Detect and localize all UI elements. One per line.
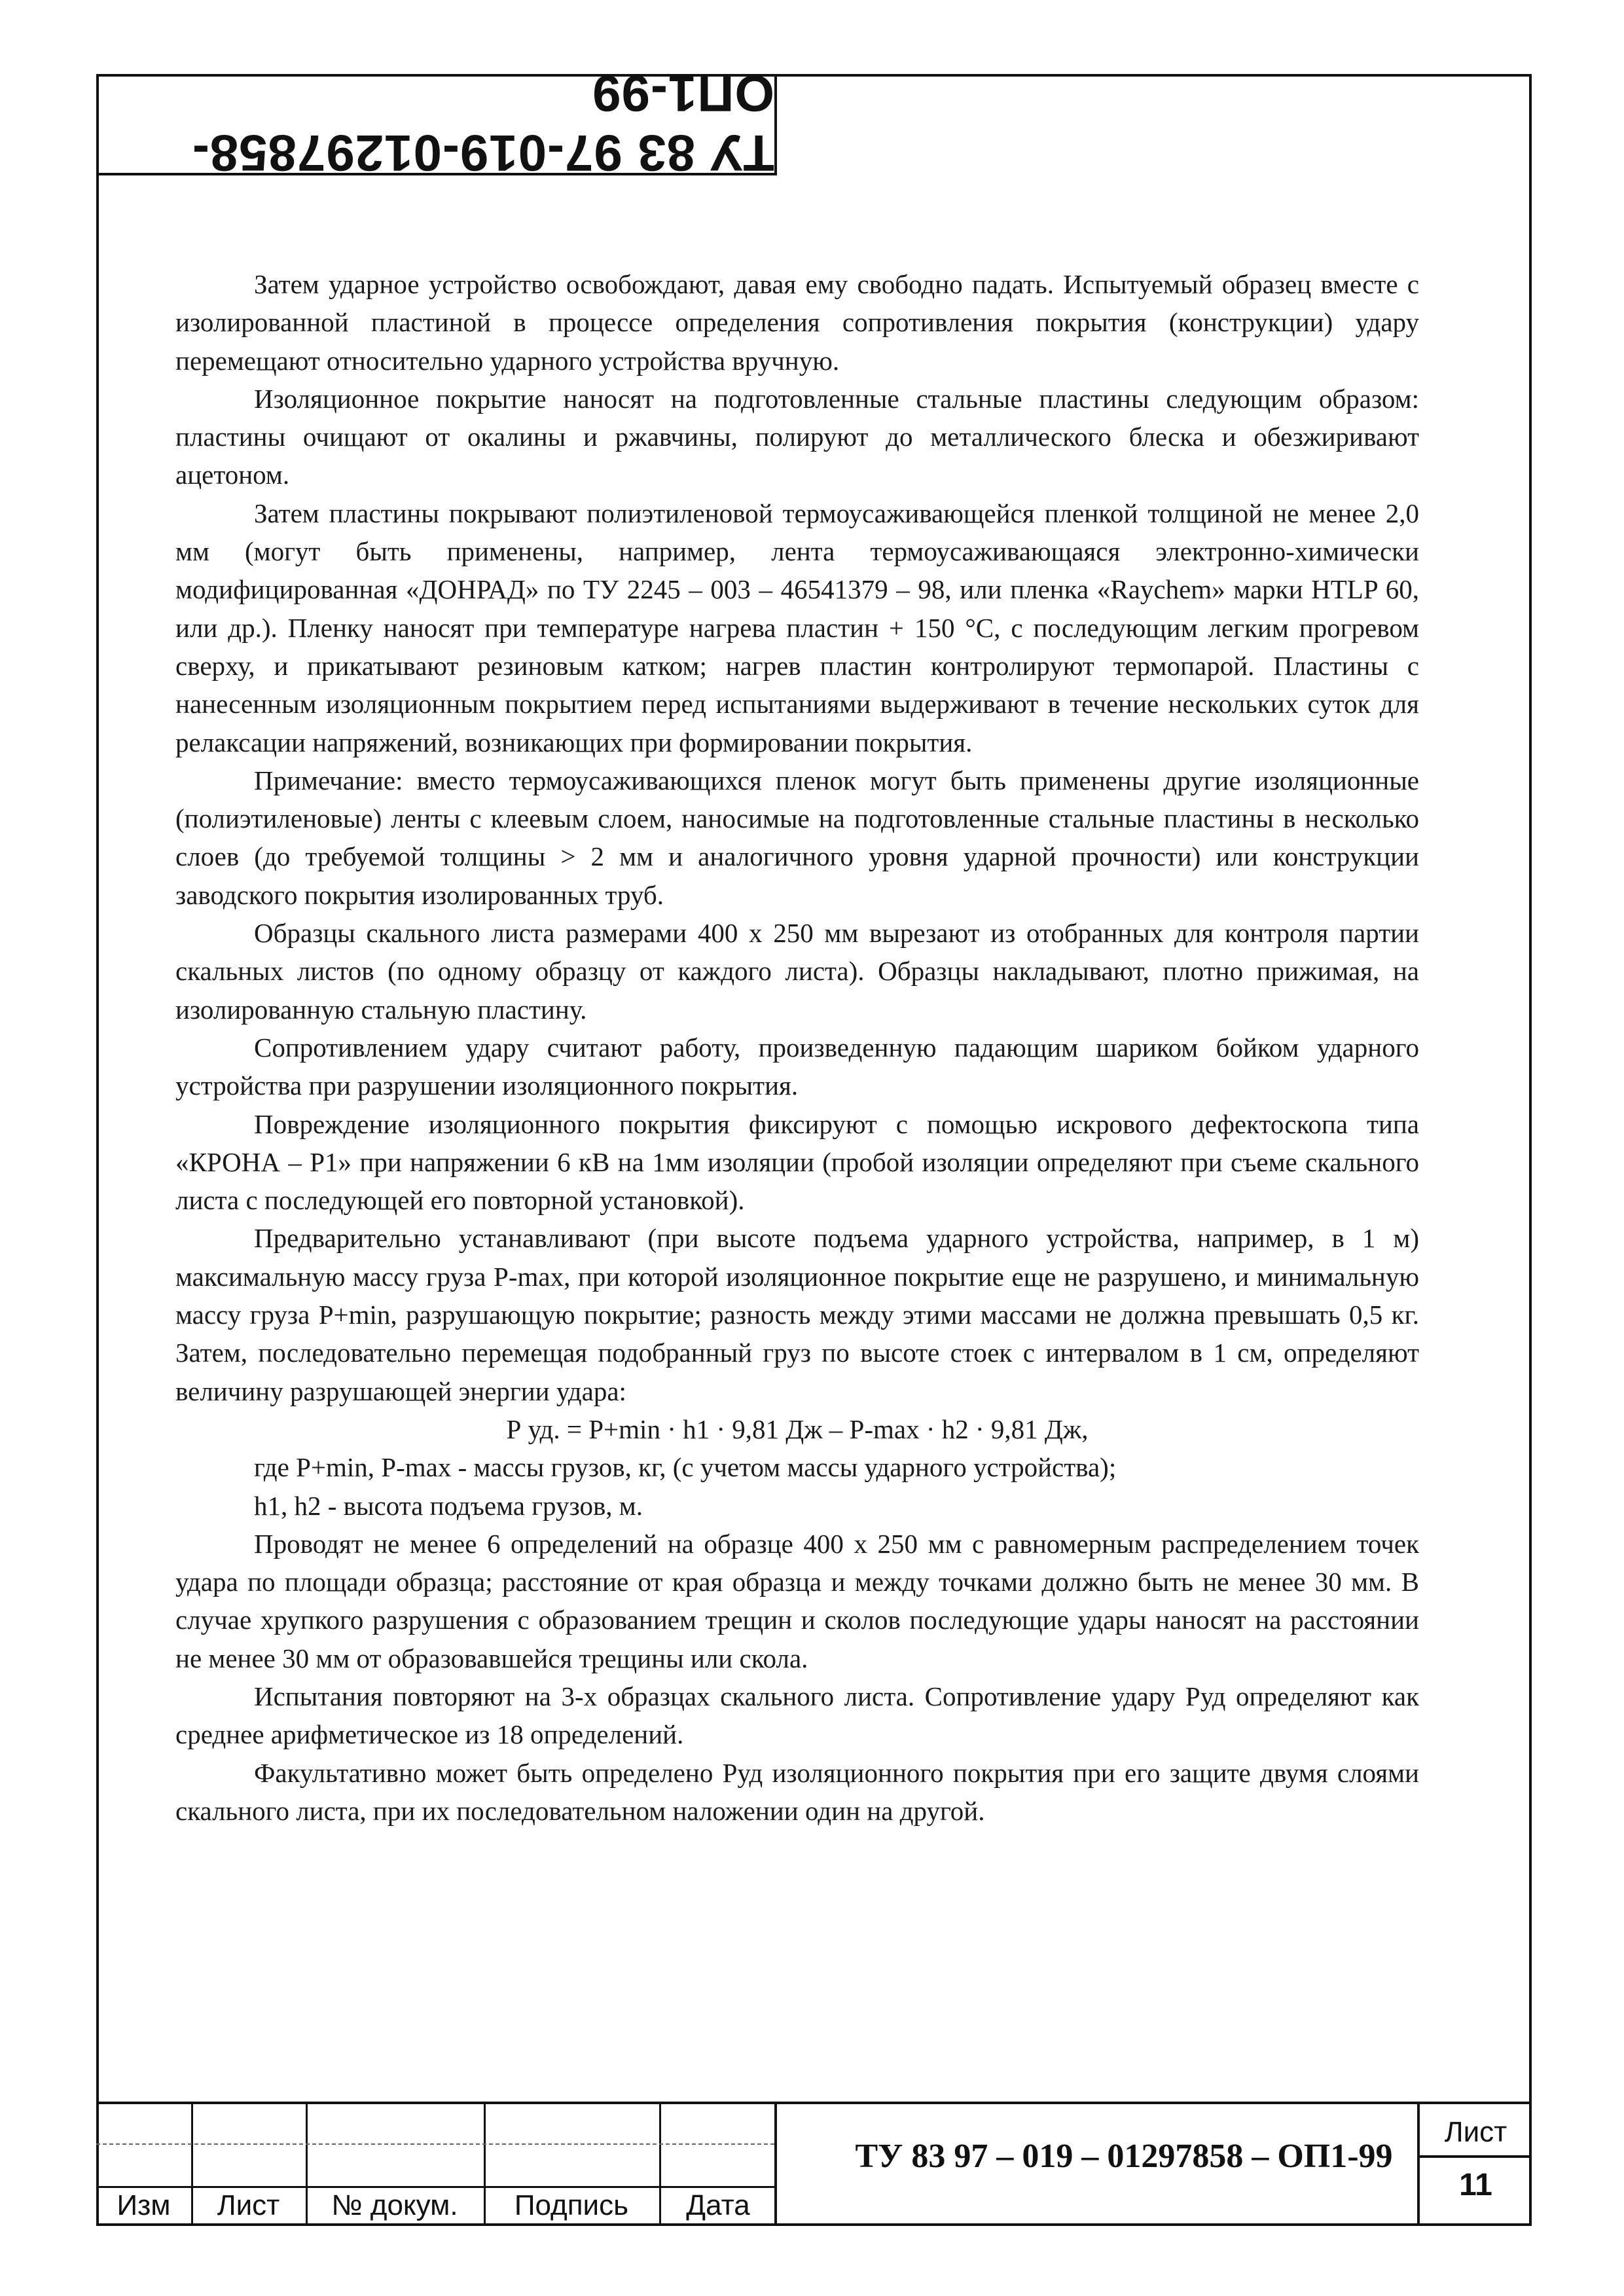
formula-legend-1: где P+min, P-max - массы грузов, кг, (с учетом массы ударного устройства);: [254, 1452, 1117, 1483]
paragraph-2: Изоляционное покрытие наносят на подготовленные стальные пластины следующим образом: пластины очищают от окалины и ржавчины, полируют до металлического блеска и обезжиривают ацетоном.: [175, 383, 1419, 490]
paragraph-1: Затем ударное устройство освобождают, давая ему свободно падать. Испытуемый образец вместе с изолированной пластиной в процессе определения сопротивления покрытия (конструкции) удару перемещают относительно ударного устройства вручную.: [175, 269, 1419, 376]
formula-legend-2: h1, h2 - высота подъема грузов, м.: [254, 1490, 643, 1521]
paragraph-5: Образцы скального листа размерами 400 х 250 мм вырезают из отобранных для контроля партии скальных листов (по одному образцу от каждого листа). Образцы накладывают, плотно прижимая, на изолированную стальную пластину.: [175, 918, 1419, 1025]
col-date: Дата: [686, 2189, 750, 2221]
paragraph-6: Сопротивлением удару считают работу, произведенную падающим шариком бойком ударного устройства при разрушении изоляционного покрытия.: [175, 1032, 1419, 1101]
paragraph-8: Предварительно устанавливают (при высоте подъема ударного устройства, например, в 1 м) максимальную массу груза P-max, при которой изоляционное покрытие еще не разрушено, и минимальную массу груза P+min, разрушающую покрытие; разность между этими массами не должна превышать 0,5 кг. Затем, последовательно перемещая подобранный груз по высоте стоек с интервалом в 1 см, определяют величину разрушающей энергии удара:: [175, 1223, 1419, 1406]
header-stamp: [96, 65, 777, 183]
sheet-number: 11: [1459, 2168, 1492, 2202]
col-doc-number: № докум.: [331, 2189, 458, 2221]
sheet-box: [1417, 2104, 1532, 2226]
formula: Р уд. = P+min · h1 · 9,81 Дж – P-max · h2 · 9,81 Дж,: [506, 1413, 1089, 1444]
header-stamp-text: ТУ 83 97-019-01297858-ОП1-99: [191, 65, 774, 183]
col-izm: Изм: [117, 2189, 171, 2221]
paragraph-13: Испытания повторяют на 3-х образцах скального листа. Сопротивление удару Руд определяют как среднее арифметическое из 18 определений.: [175, 1681, 1419, 1750]
paragraph-14: Факультативно может быть определено Руд изоляционного покрытия при его защите двумя слоями скального листа, при их последовательном наложении один на другой.: [175, 1757, 1419, 1826]
col-list: Лист: [217, 2189, 280, 2221]
document-body: [175, 265, 1419, 1830]
sheet-label: Лист: [1444, 2116, 1507, 2148]
paragraph-12: Проводят не менее 6 определений на образце 400 х 250 мм с равномерным распределением точек удара по площади образца; расстояние от края образца и между точками должно быть не менее 30 мм. В случае хрупкого разрушения с образованием трещин и сколов последующие удары наносят на расстоянии не менее 30 мм от образовавшейся трещины или скола.: [175, 1528, 1419, 1673]
col-signature: Подпись: [514, 2189, 629, 2221]
grid-line: [96, 2186, 774, 2188]
grid-line: [96, 2143, 774, 2145]
document-code: ТУ 83 97 – 019 – 01297858 – ОП1-99: [855, 2138, 1393, 2175]
paragraph-note: Примечание: вместо термоусаживающихся пленок могут быть применены другие изоляционные (полиэтиленовые) ленты с клеевым слоем, наносимые на подготовленные стальные пластины в несколько слоев (до требуемой толщины > 2 мм и аналогичного уровня ударной прочности) или конструкции заводского покрытия изолированных труб.: [175, 765, 1419, 910]
sheet-divider: [1420, 2155, 1532, 2158]
title-block: [96, 2102, 1532, 2226]
paragraph-3: Затем пластины покрывают полиэтиленовой термоусаживающейся пленкой толщиной не менее 2,0 мм (могут быть применены, например, лента термоусаживающаяся электронно-химически модифицированная «ДОНРАД» по ТУ 2245 – 003 – 46541379 – 98, или пленка «Raychem» марки HTLP 60, или др.). Пленку наносят при температуре нагрева пластин + 150 °С, с последующим легким прогревом сверху, и прикатывают резиновым катком; нагрев пластин контролируют термопарой. Пластины с нанесенным изоляционным покрытием перед испытаниями выдерживают в течение нескольких суток для релаксации напряжений, возникающих при формировании покрытия.: [175, 498, 1419, 757]
revision-grid: [96, 2104, 777, 2226]
paragraph-7: Повреждение изоляционного покрытия фиксируют с помощью искрового дефектоскопа типа «КРОНА – Р1» при напряжении 6 кВ на 1мм изоляции (пробой изоляции определяют при съеме скального листа с последующей его повторной установкой).: [175, 1108, 1419, 1216]
